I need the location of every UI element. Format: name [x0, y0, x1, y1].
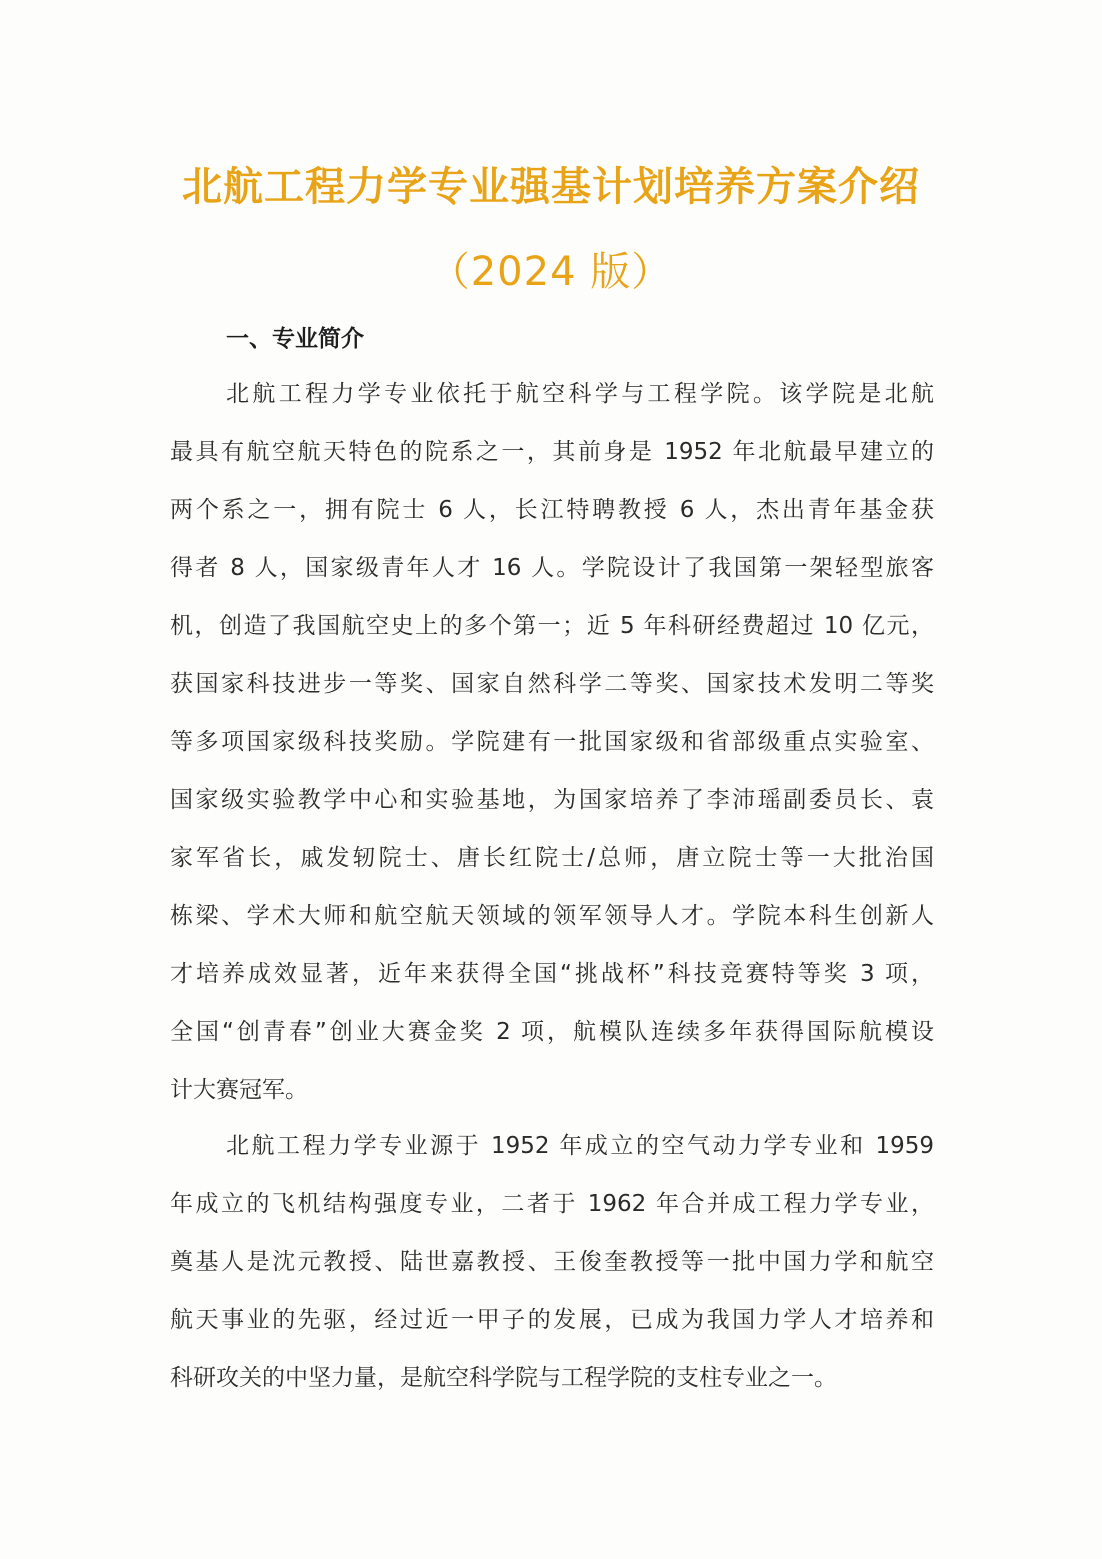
- paragraph-2-line: 奠基人是沈元教授、陆世嘉教授、王俊奎教授等一批中国力学和航空: [170, 1249, 934, 1275]
- paragraph-2-line: 北航工程力学专业源于 1952 年成立的空气动力学专业和 1959: [226, 1133, 934, 1159]
- paragraph-1-line: 国家级实验教学中心和实验基地，为国家培养了李沛瑶副委员长、袁: [170, 787, 934, 813]
- paragraph-1-line: 才培养成效显著，近年来获得全国“挑战杯”科技竞赛特等奖 3 项，: [170, 961, 934, 987]
- paragraph-1-line: 等多项国家级科技奖励。学院建有一批国家级和省部级重点实验室、: [170, 729, 934, 755]
- paragraph-2-line: 年成立的飞机结构强度专业，二者于 1962 年合并成工程力学专业，: [170, 1191, 934, 1217]
- paragraph-1-line: 得者 8 人，国家级青年人才 16 人。学院设计了我国第一架轻型旅客: [170, 555, 934, 581]
- paragraph-1-line: 家军省长，戚发轫院士、唐长红院士/总师，唐立院士等一大批治国: [170, 845, 934, 871]
- paragraph-1-line: 获国家科技进步一等奖、国家自然科学二等奖、国家技术发明二等奖: [170, 671, 934, 697]
- paragraph-1-line: 机，创造了我国航空史上的多个第一；近 5 年科研经费超过 10 亿元，: [170, 613, 934, 639]
- paragraph-1-line: 栋梁、学术大师和航空航天领域的领军领导人才。学院本科生创新人: [170, 903, 934, 929]
- paragraph-2-line: 科研攻关的中坚力量，是航空科学院与工程学院的支柱专业之一。: [170, 1365, 837, 1391]
- paragraph-1-line: 北航工程力学专业依托于航空科学与工程学院。该学院是北航: [226, 381, 934, 407]
- paragraph-1-line: 计大赛冠军。: [170, 1077, 308, 1103]
- paragraph-1-line: 最具有航空航天特色的院系之一，其前身是 1952 年北航最早建立的: [170, 439, 934, 465]
- section-heading: 一、专业简介: [226, 326, 364, 352]
- paragraph-2-line: 航天事业的先驱，经过近一甲子的发展，已成为我国力学人才培养和: [170, 1307, 934, 1333]
- paragraph-1-line: 全国“创青春”创业大赛金奖 2 项，航模队连续多年获得国际航模设: [170, 1019, 934, 1045]
- paragraph-1-line: 两个系之一，拥有院士 6 人，长江特聘教授 6 人，杰出青年基金获: [170, 497, 934, 523]
- document-title: 北航工程力学专业强基计划培养方案介绍: [182, 164, 920, 210]
- document-subtitle-edition: （2024 版）: [429, 249, 673, 295]
